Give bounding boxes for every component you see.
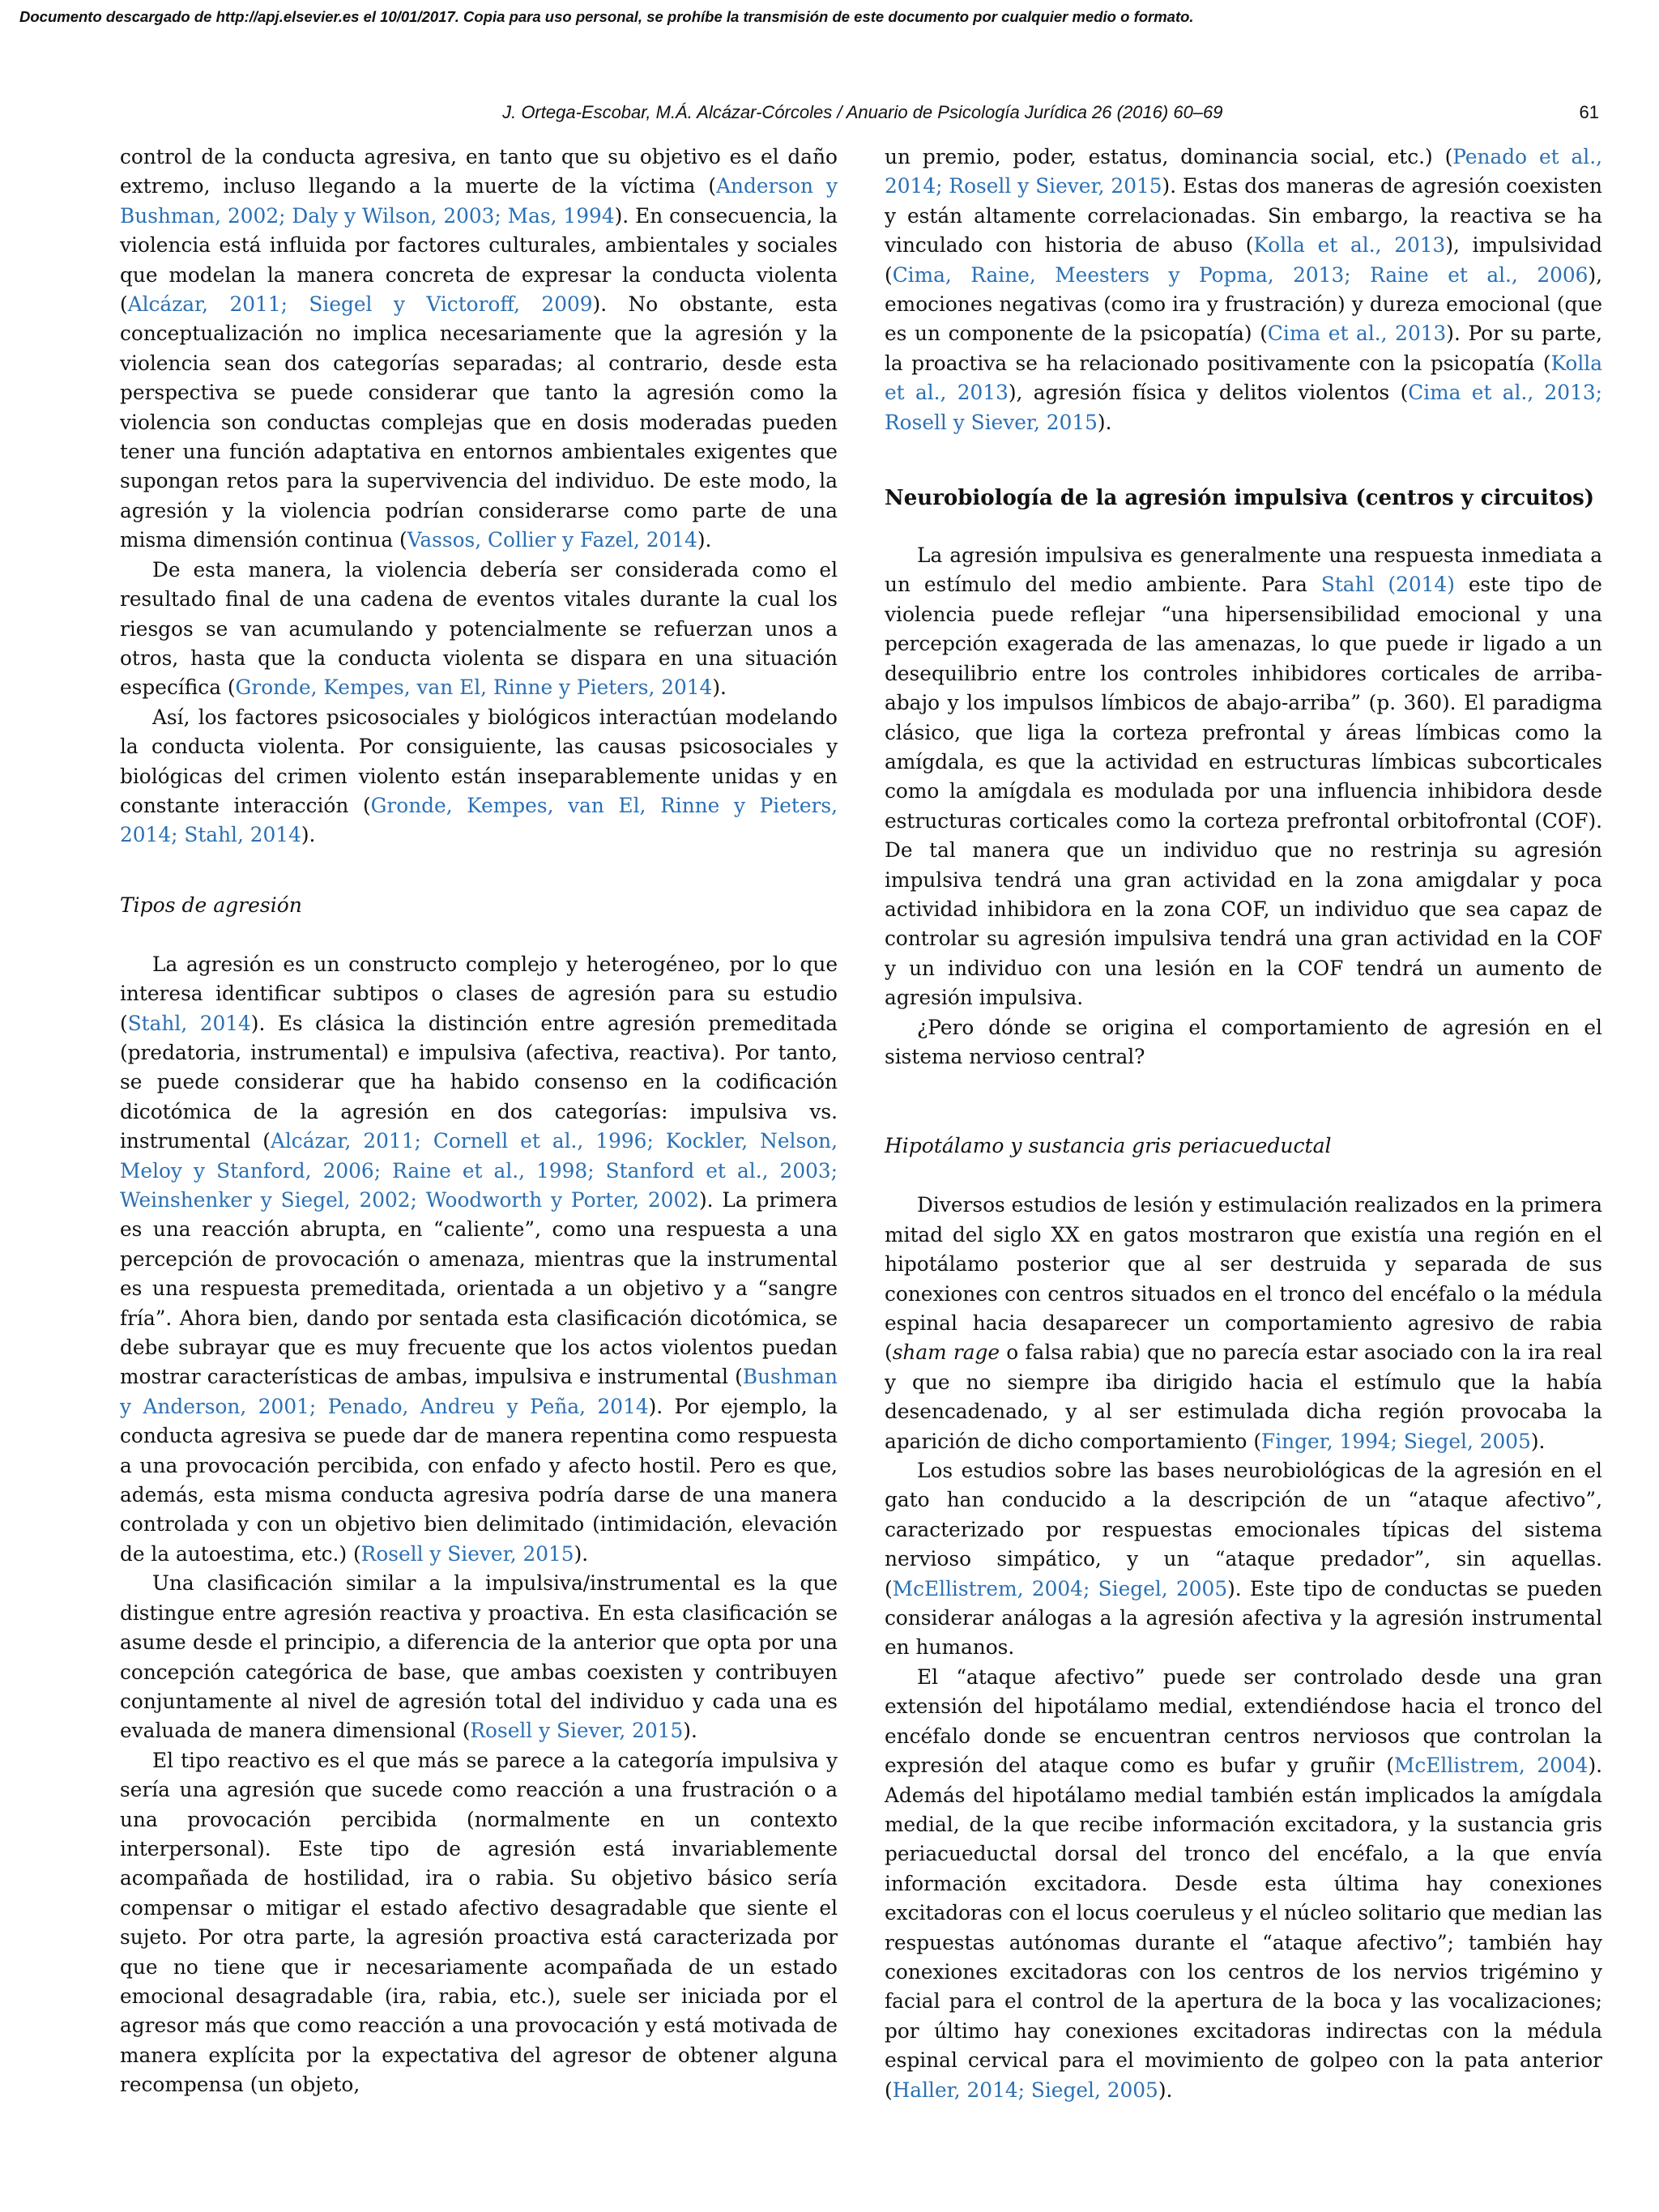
- subsection-heading-tipos: Tipos de agresión: [120, 893, 302, 917]
- paragraph: [885, 1663, 1602, 2105]
- text-run: ), emociones negativas (como ira y frustración) y dureza emocional (que es un componente de la psicopatía) (: [885, 262, 1602, 346]
- text-run: ). Es clásica la distinción entre agresión premeditada (predatoria, instrumental) e impulsiva (afectiva, reactiva). Por tanto, se puede considerar que ha habido consenso en la codificación dicotómica de la agresión en dos categorías: impulsiva vs. instrumental (: [120, 1011, 838, 1153]
- paragraph: [120, 1569, 838, 1745]
- text-run: ).: [301, 823, 316, 847]
- paragraph: [885, 1191, 1602, 1456]
- citation-link[interactable]: Stahl (2014): [1320, 573, 1455, 597]
- paragraph: [120, 950, 838, 1570]
- citation-link[interactable]: Anderson y Bushman, 2002; Daly y Wilson, 2003; Mas, 1994: [120, 174, 838, 228]
- citation-link[interactable]: Gronde, Kempes, van El, Rinne y Pieters, 2014; Stahl, 2014: [120, 793, 838, 847]
- text-run: Diversos estudios de lesión y estimulación realizados en la primera mitad del siglo XX en gatos mostraron que existía una región en el hipotálamo posterior que al ser destruida y separada de sus conexiones con centros situados en el tronco del encéfalo o la médula espinal hacia desaparecer un comportamiento agresivo de rabia (: [885, 1193, 1602, 1365]
- citation-link[interactable]: Rosell y Siever, 2015: [360, 1541, 574, 1566]
- text-run: Los estudios sobre las bases neurobiológicas de la agresión en el gato han conducido a la descripción de un “ataque afectivo”, caracterizado por respuestas emocionales típicas del sistema nervioso simpático, y un “ataque predador”, sin aquellas. (: [885, 1459, 1602, 1600]
- right-column: [885, 143, 1602, 2105]
- citation-link[interactable]: Vassos, Collier y Fazel, 2014: [407, 528, 697, 552]
- text-run: ). Por su parte, la proactiva se ha relacionado positivamente con la psicopatía (: [885, 322, 1602, 375]
- text-run: ). No obstante, esta conceptualización no implica necesariamente que la agresión y la violencia sean dos categorías separadas; al contrario, desde esta perspectiva se puede considerar que tanto la agresión como la violencia son conductas complejas que en dosis moderadas pueden tener una función adaptativa en entornos ambientales exigentes que supongan retos para la supervivencia del individuo. De este modo, la agresión y la violencia podrían considerarse como parte de una misma dimensión continua (: [120, 292, 838, 552]
- text-run: ). Estas dos maneras de agresión coexisten y están altamente correlacionadas. Sin embargo, la reactiva se ha vinculado con historia de abuso (: [885, 174, 1602, 258]
- text-run: ).: [1158, 2078, 1173, 2102]
- subsection-heading-hipotalamo: Hipotálamo y sustancia gris periacueductal: [885, 1134, 1332, 1158]
- section-heading-neurobiologia: Neurobiología de la agresión impulsiva (centros y circuitos): [885, 486, 1595, 511]
- citation-link[interactable]: Gronde, Kempes, van El, Rinne y Pieters, 2014: [235, 676, 713, 700]
- text-run: ).: [1097, 410, 1112, 434]
- download-notice: Documento descargado de http://apj.elsevier.es el 10/01/2017. Copia para uso personal, se prohíbe la transmisión de este documento por cualquier medio o formato.: [19, 8, 1194, 25]
- text-run: o falsa rabia) que no parecía estar asociado con la ira real y que no siempre iba dirigido hacia el estímulo que la había desencadenado, y al ser estimulada dicha región provocaba la aparición de dicho comportamiento (: [885, 1340, 1602, 1453]
- text-run: De esta manera, la violencia debería ser considerada como el resultado final de una cadena de eventos vitales durante la cual los riesgos se van acumulando y potencialmente se refuerzan unos a otros, hasta que la conducta violenta se dispara en una situación específica (: [120, 557, 838, 700]
- text-run: ).: [1530, 1429, 1546, 1453]
- running-title: J. Ortega-Escobar, M.Á. Alcázar-Córcoles / Anuario de Psicología Jurídica 26 (2016) 60–69: [502, 102, 1223, 122]
- paragraph: [885, 1456, 1602, 1663]
- text-run: ).: [712, 676, 727, 700]
- text-run: ). Este tipo de conductas se pueden considerar análogas a la agresión afectiva y la agresión instrumental en humanos.: [885, 1576, 1602, 1660]
- citation-link[interactable]: Kolla et al., 2013: [885, 351, 1602, 405]
- text-run: ). La primera es una reacción abrupta, en “caliente”, como una respuesta a una percepción de provocación o amenaza, mientras que la instrumental es una respuesta premeditada, orientada a un objetivo y a “sangre fría”. Ahora bien, dando por sentada esta clasificación dicotómica, se debe subrayar que es muy frecuente que los actos violentos puedan mostrar características de ambas, impulsiva e instrumental (: [120, 1188, 838, 1389]
- text-run: Una clasificación similar a la impulsiva/instrumental es la que distingue entre agresión reactiva y proactiva. En esta clasificación se asume desde el principio, a diferencia de la anterior que opta por una concepción categórica de base, que ambas coexisten y contribuyen conjuntamente al nivel de agresión total del individuo y cada una es evaluada de manera dimensional (: [120, 1571, 838, 1743]
- citation-link[interactable]: Cima, Raine, Meesters y Popma, 2013; Raine et al., 2006: [892, 262, 1589, 287]
- page-number: 61: [1579, 102, 1599, 122]
- paragraph: [120, 703, 838, 850]
- citation-link[interactable]: Cima et al., 2013: [1267, 322, 1447, 346]
- citation-link[interactable]: Alcázar, 2011; Siegel y Victoroff, 2009: [127, 292, 593, 317]
- text-run: ). Además del hipotálamo medial también están implicados la amígdala medial, de la que recibe información excitadora, y la sustancia gris periacueductal dorsal del tronco del encéfalo, a la que envía información excitadora. Desde esta última hay conexiones excitadoras con el locus coeruleus y el núcleo solitario que median las respuestas autónomas durante el “ataque afectivo”; también hay conexiones excitadoras con los centros de los nervios trigémino y facial para el control de la apertura de la boca y las vocalizaciones; por último hay conexiones excitadoras indirectas con la médula espinal cervical para el movimiento de golpeo con la pata anterior (: [885, 1754, 1603, 2102]
- citation-link[interactable]: Alcázar, 2011; Cornell et al., 1996; Kockler, Nelson, Meloy y Stanford, 2006; Raine et al., 1998; Stanford et al., 2003; Weinshenker y Siegel, 2002; Woodworth y Porter, 2002: [120, 1129, 838, 1212]
- text-run: este tipo de violencia puede reflejar “una hipersensibilidad emocional y una percepción exagerada de las amenazas, lo que puede ir ligado a un desequilibrio entre los controles inhibidores corticales de arriba-abajo y los impulsos límbicos de abajo-arriba” (p. 360). El paradigma clásico, que liga la corteza prefrontal y áreas límbicas como la amígdala, es que la actividad en estructuras límbicas subcorticales como la amígdala es modulada por una influencia inhibidora desde estructuras corticales como la corteza prefrontal orbitofrontal (COF). De tal manera que un individuo que no restrinja su agresión impulsiva tendrá una gran actividad en la zona amigdalar y poca actividad inhibidora en la zona COF, un individuo que sea capaz de controlar su agresión impulsiva tendrá una gran actividad en la COF y un individuo con una lesión en la COF tendrá un aumento de agresión impulsiva.: [885, 573, 1602, 1010]
- citation-link[interactable]: Penado et al., 2014; Rosell y Siever, 2015: [885, 145, 1602, 198]
- text-run: La agresión impulsiva es generalmente una respuesta inmediata a un estímulo del medio ambiente. Para: [885, 543, 1602, 597]
- citation-link[interactable]: Cima et al., 2013; Rosell y Siever, 2015: [885, 381, 1602, 434]
- citation-link[interactable]: Finger, 1994; Siegel, 2005: [1261, 1429, 1531, 1453]
- citation-link[interactable]: Bushman y Anderson, 2001; Penado, Andreu y Peña, 2014: [120, 1365, 838, 1418]
- text-run: Así, los factores psicosociales y biológicos interactúan modelando la conducta violenta. Por consiguiente, las causas psicosociales y biológicas del crimen violento están inseparablemente unidas y en constante interacción (: [120, 705, 838, 817]
- paragraph: ¿Pero dónde se origina el comportamiento de agresión en el sistema nervioso central?: [885, 1015, 1602, 1068]
- citation-link[interactable]: McEllistrem, 2004; Siegel, 2005: [892, 1576, 1228, 1600]
- text-run: ), impulsividad (: [885, 233, 1602, 287]
- citation-link[interactable]: McEllistrem, 2004: [1394, 1754, 1589, 1778]
- citation-link[interactable]: Stahl, 2014: [127, 1011, 251, 1035]
- text-run: ). Por ejemplo, la conducta agresiva se puede dar de manera repentina como respuesta a una provocación percibida, con enfado y afecto hostil. Pero es que, además, esta misma conducta agresiva podría darse de una manera controlada y con un objetivo bien delimitado (intimidación, elevación de la autoestima, etc.) (: [120, 1394, 838, 1566]
- citation-link[interactable]: Haller, 2014; Siegel, 2005: [892, 2078, 1158, 2102]
- citation-link[interactable]: Kolla et al., 2013: [1253, 233, 1446, 258]
- text-run: La agresión es un constructo complejo y heterogéneo, por lo que interesa identificar subtipos o clases de agresión para su estudio (: [120, 952, 838, 1035]
- text-run: un premio, poder, estatus, dominancia social, etc.) (: [885, 145, 1453, 168]
- text-run: ).: [574, 1541, 589, 1566]
- paragraph: El tipo reactivo es el que más se parece a la categoría impulsiva y sería una agresión que sucede como reacción a una frustración o a una provocación percibida (normalmente en un contexto interpersonal). Este tipo de agresión está invariablemente acompañada de hostilidad, ira o rabia. Su objetivo básico sería compensar o mitigar el estado afectivo desagradable que siente el sujeto. Por otra parte, la agresión proactiva está caracterizada por que no tiene que ir necesariamente acompañada de un estado emocional desagradable (ira, rabia, etc.), suele ser iniciada por el agresor más que como reacción a una provocación y está motivada de manera explícita por la expectativa del agresor de obtener alguna recompensa (un objeto,: [120, 1748, 838, 2097]
- text-run: ), agresión física y delitos violentos (: [1008, 381, 1409, 405]
- text-run: El “ataque afectivo” puede ser controlado desde una gran extensión del hipotálamo medial, extendiéndose hacia el tronco del encéfalo donde se encuentran centros nerviosos que controlan la expresión del ataque como es bufar y gruñir (: [885, 1664, 1602, 1778]
- paragraph: [885, 541, 1602, 1013]
- paragraph: [120, 556, 838, 703]
- paragraph: [120, 143, 838, 556]
- text-run: control de la conducta agresiva, en tanto que su objetivo es el daño extremo, incluso llegando a la muerte de la víctima (: [120, 145, 838, 198]
- text-run: ). En consecuencia, la violencia está influida por factores culturales, ambientales y sociales que modelan la manera concreta de expresar la conducta violenta (: [120, 203, 838, 317]
- citation-link[interactable]: Rosell y Siever, 2015: [470, 1719, 684, 1743]
- left-column: [120, 143, 838, 2100]
- text-run: ).: [697, 528, 712, 552]
- paragraph: [885, 143, 1602, 437]
- emphasis-term: sham rage: [892, 1340, 1000, 1365]
- text-run: ).: [683, 1719, 697, 1743]
- running-head: [0, 102, 1599, 123]
